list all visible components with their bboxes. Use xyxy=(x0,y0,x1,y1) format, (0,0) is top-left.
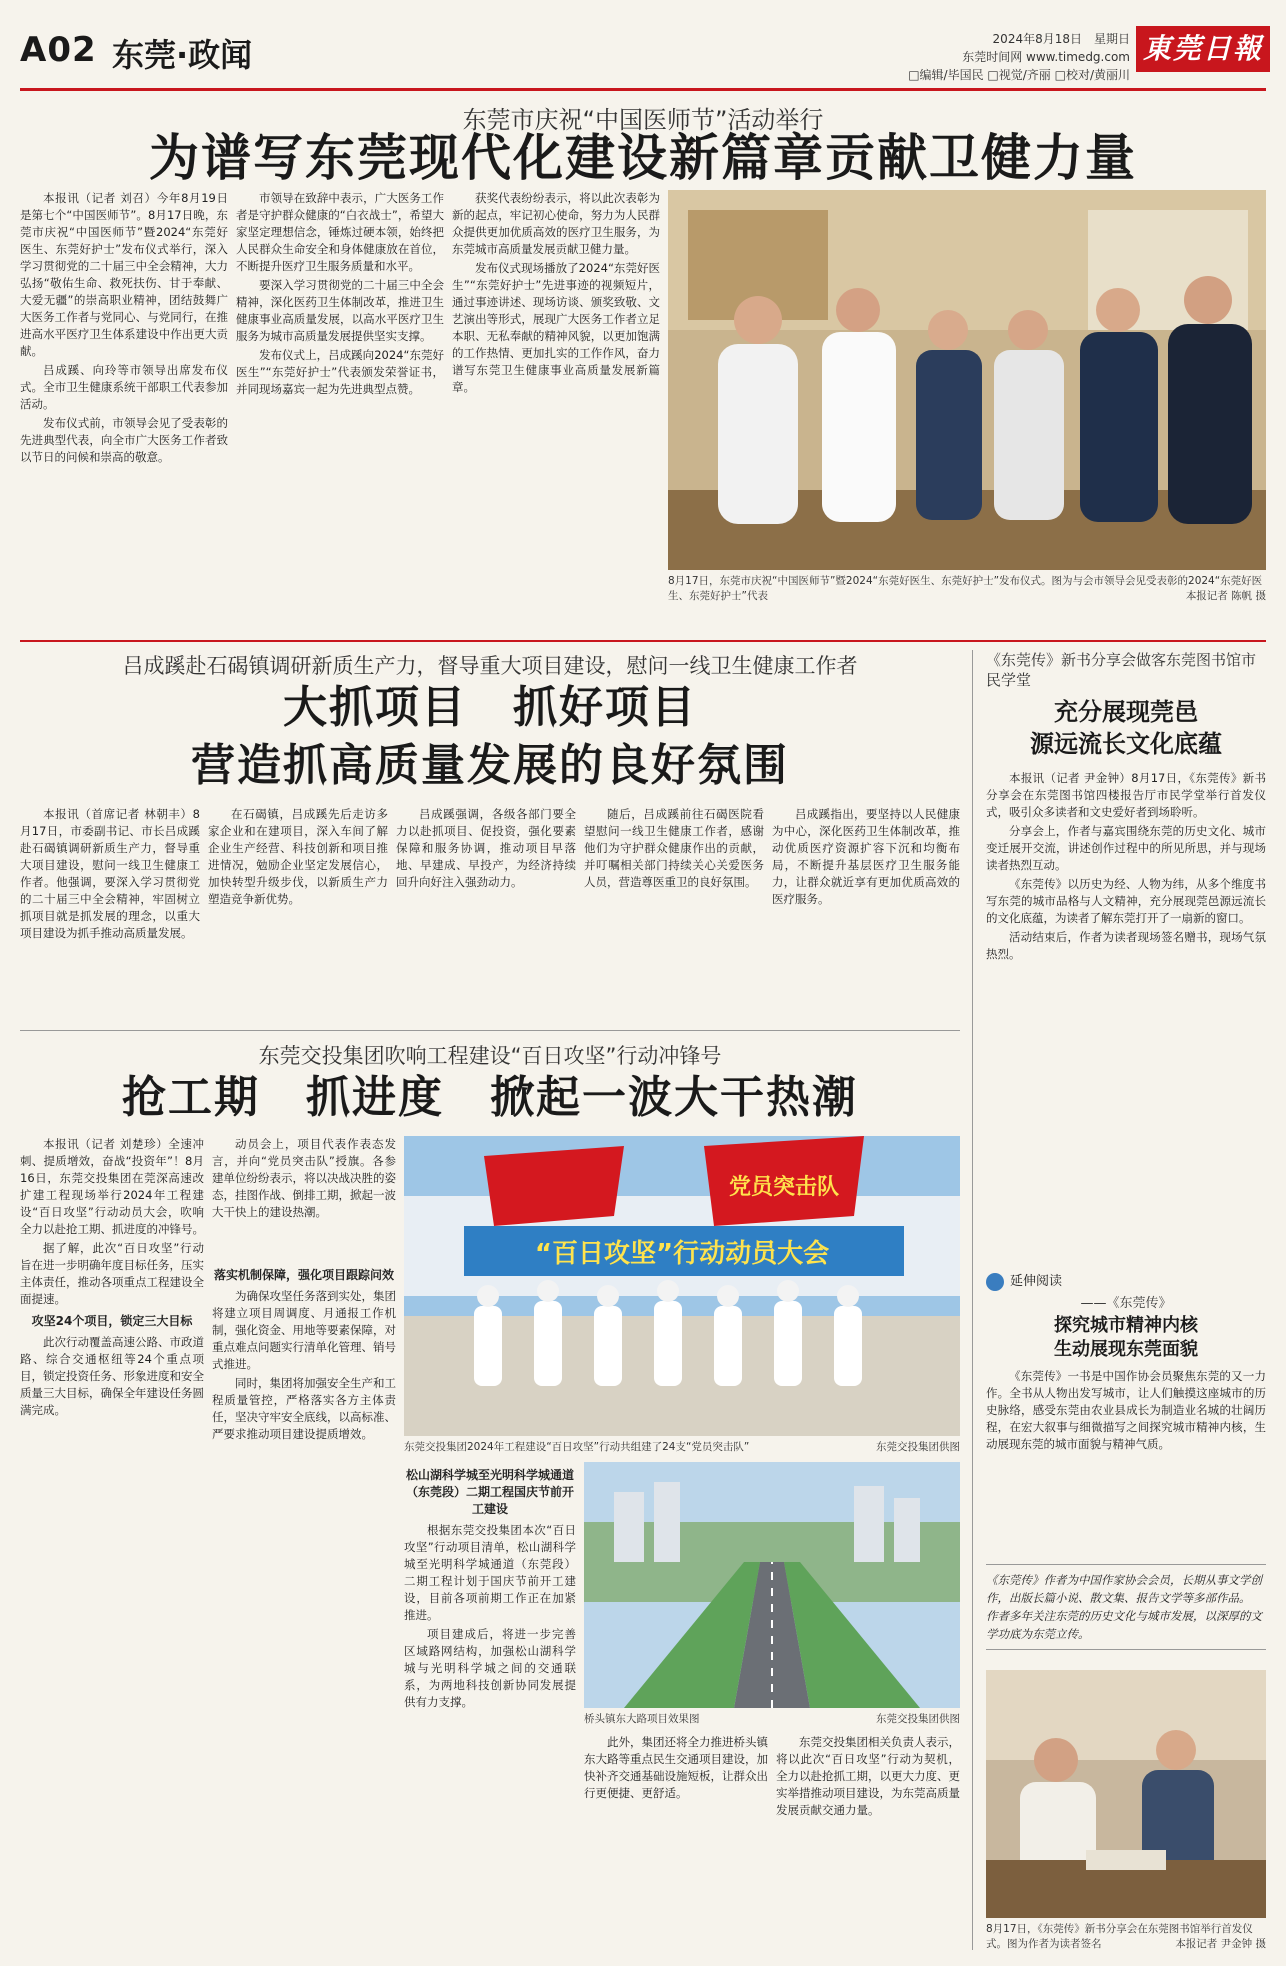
newspaper-logo: 東莞日報 xyxy=(1136,26,1270,72)
story3-col4-p1: 此外，集团还将全力推进桥头镇东大路等重点民生交通项目建设，加快补齐交通基础设施短板，让群众出行更便捷、更舒适。 xyxy=(584,1735,768,1800)
sidebar-kicker: 《东莞传》新书分享会做客东莞图书馆市民学堂 xyxy=(986,651,1257,689)
sidebar-p1: 本报讯（记者 尹金钟）8月17日，《东莞传》新书分享会在东莞图书馆四楼报告厅市民学堂举行首发仪式，吸引众多读者和文史爱好者到场聆听。 xyxy=(986,771,1266,819)
masthead-rule xyxy=(20,88,1266,91)
editor-credits: □编辑/毕国民 □视觉/齐丽 □校对/黄丽川 xyxy=(908,68,1130,82)
story2-column-4 xyxy=(584,806,764,1024)
masthead-info xyxy=(880,30,1130,66)
story3-column-1 xyxy=(20,1136,204,1956)
story1-col3-p2: 发布仪式现场播放了2024“东莞好医生”“东莞好护士”先进事迹的视频短片，通过事迹讲述、现场访谈、颁奖致敬、文艺演出等形式，展现广大医务工作者立足本职、无私奉献的精神风貌，以更加饱满的工作热情、更加扎实的工作作风，奋力谱写东莞卫生健康事业高质量发展新篇章。 xyxy=(452,261,660,394)
story2-col4-p1: 随后，吕成蹊前往石碣医院看望慰问一线卫生健康工作者，感谢他们为守护群众健康作出的贡献，并叮嘱相关部门持续关心关爱医务人员，营造尊医重卫的良好氛围。 xyxy=(584,807,764,889)
story2-column-1 xyxy=(20,806,200,1024)
story1-col1-p2: 吕成蹊、向玲等市领导出席发布仪式。全市卫生健康系统干部职工代表参加活动。 xyxy=(20,363,228,411)
story3-headline: 抢工期 抓进度 掀起一波大干热潮 xyxy=(122,1072,858,1123)
section-title: 东莞·政闻 xyxy=(112,36,253,74)
story3-subhead-3: 松山湖科学城至光明科学城通道（东莞段）二期工程国庆节前开工建设 xyxy=(405,1468,574,1516)
sidebar-photo-caption xyxy=(986,1922,1266,1952)
story1-col2-p3: 发布仪式上，吕成蹊向2024“东莞好医生”“东莞好护士”代表颁发荣誉证书，并同现场嘉宾一起为先进典型点赞。 xyxy=(236,348,444,396)
story3-column-4 xyxy=(584,1734,768,1956)
story1-column-3 xyxy=(452,190,660,520)
story3-photo-1 xyxy=(404,1136,960,1436)
sidebar-p2: 分享会上，作者与嘉宾围绕东莞的历史文化、城市变迁展开交流，讲述创作过程中的所见所思，并与现场读者热烈互动。 xyxy=(986,824,1266,872)
author-note xyxy=(986,1564,1266,1650)
story3-col3-p1: 根据东莞交投集团本次“百日攻坚”行动项目清单，松山湖科学城至光明科学城通道（东莞段）二期工程计划于国庆节前开工建设，目前各项前期工作正在加紧推进。 xyxy=(404,1523,576,1622)
story1-photo xyxy=(668,190,1266,570)
story3-photo1-caption-text: 东莞交投集团2024年工程建设“百日攻坚”行动共组建了24支“党员突击队” xyxy=(404,1441,750,1453)
story3-column-3 xyxy=(404,1462,576,1956)
story3-subhead-2: 落实机制保障，强化项目跟踪问效 xyxy=(213,1268,394,1282)
story1-caption-text: 8月17日，东莞市庆祝“中国医师节”暨2024“东莞好医生、东莞好护士”发布仪式。图为与会市领导会见受表彰的2024“东莞好医生、东莞好护士”代表 xyxy=(668,575,1263,602)
sidebar-headline-line2: 源远流长文化底蕴 xyxy=(1030,729,1222,758)
sidebar-photo xyxy=(986,1670,1266,1918)
story2-col2-p1: 在石碣镇，吕成蹊先后走访多家企业和在建项目，深入车间了解企业生产经营、科技创新和项目推进情况，勉励企业坚定发展信心，加快转型升级步伐，以新质生产力塑造竞争新优势。 xyxy=(208,807,388,906)
story1-column-1 xyxy=(20,190,228,520)
further-reading-label: 延伸阅读 xyxy=(1010,1274,1063,1289)
banner-text: “百日攻坚”行动动员大会 xyxy=(534,1239,830,1269)
story1-column-2 xyxy=(236,190,444,520)
story2-col1-p1: 本报讯（首席记者 林朝丰）8月17日，市委副书记、市长吕成蹊赴石碣镇调研新质生产力，督导重大项目建设，慰问一线卫生健康工作者。他强调，要深入学习贯彻党的二十届三中全会精神，牢固树立抓项目就是抓发展的理念，以重大项目建设为抓手推动高质量发展。 xyxy=(20,807,200,940)
story2-kicker: 吕成蹊赴石碣镇调研新质生产力，督导重大项目建设，慰问一线卫生健康工作者 xyxy=(122,654,858,678)
story3-photo-2 xyxy=(584,1462,960,1708)
story2-headline-line1: 大抓项目 抓好项目 xyxy=(283,682,697,733)
sidebar-divider xyxy=(972,650,973,1950)
sidebar-p3: 《东莞传》以历史为经、人物为纬，从多个维度书写东莞的城市品格与人文精神，充分展现莞邑源远流长的文化底蕴，为读者了解东莞打开了一扇新的窗口。 xyxy=(986,877,1266,925)
story1-headline: 为谱写东莞现代化建设新篇章贡献卫健力量 xyxy=(149,128,1137,187)
story3-column-2 xyxy=(212,1136,396,1256)
story2-column-5 xyxy=(772,806,960,1024)
author-note-p2: 作者多年关注东莞的历史文化与城市发展，以深厚的文学功底为东莞立传。 xyxy=(986,1609,1262,1641)
story1-col1-p3: 发布仪式前，市领导会见了受表彰的先进典型代表，向全市广大医务工作者致以节日的问候和崇高的敬意。 xyxy=(20,416,228,464)
sidebar-p4: 活动结束后，作者为读者现场签名赠书，现场气氛热烈。 xyxy=(986,930,1266,961)
story3-col1-p2: 据了解，此次“百日攻坚”行动旨在进一步明确年度目标任务，压实主体责任，推动各项重点工程建设全面提速。 xyxy=(20,1241,204,1306)
story3-col2-p1: 动员会上，项目代表作表态发言，并向“党员突击队”授旗。各参建单位纷纷表示，将以决战决胜的姿态，挂图作战、倒排工期，掀起一波大干快上的建设热潮。 xyxy=(212,1137,396,1219)
issue-date: 2024年8月18日 星期日 xyxy=(992,32,1130,46)
site-link[interactable]: 东莞时间网 www.timedg.com xyxy=(962,50,1130,64)
page-code: A02 xyxy=(20,30,97,70)
story3-col1b-p1: 此次行动覆盖高速公路、市政道路、综合交通枢纽等24个重点项目，锁定投资任务、形象进度和安全质量三大目标，确保全年建设任务圆满完成。 xyxy=(20,1335,204,1417)
sidebar-photo-credit: 本报记者 尹金钟 摄 xyxy=(1175,1938,1266,1950)
sidebar-subheadline-line1: 探究城市精神内核 xyxy=(1054,1315,1198,1336)
sidebar-body xyxy=(986,770,1266,1262)
story1-col1-p1: 本报讯（记者 刘召）今年8月19日是第七个“中国医师节”。8月17日晚，东莞市庆祝“中国医师节”暨2024“东莞好医生、东莞好护士”发布仪式举行，深入学习贯彻党的二十届三中全会精神，大力弘扬“敬佑生命、救死扶伤、甘于奉献、大爱无疆”的崇高职业精神，团结鼓舞广大医务工作者与党同心、与党同行，在推进高水平医疗卫生体系建设中作出更大贡献。 xyxy=(20,191,228,358)
author-note-p1: 《东莞传》作者为中国作家协会会员，长期从事文学创作，出版长篇小说、散文集、报告文学等多部作品。 xyxy=(986,1573,1262,1605)
story3-photo2-caption-text: 桥头镇东大路项目效果图 xyxy=(584,1713,700,1725)
story2-col5-p1: 吕成蹊指出，要坚持以人民健康为中心，深化医药卫生体制改革，推动优质医疗资源扩容下沉和均衡布局，不断提升基层医疗卫生服务能力，让群众就近享有更加优质高效的医疗服务。 xyxy=(772,807,960,906)
story1-col2-p1: 市领导在致辞中表示，广大医务工作者是守护群众健康的“白衣战士”，希望大家坚定理想信念，锤炼过硬本领，始终把人民群众生命安全和身体健康放在首位，不断提升医疗卫生服务质量和水平。 xyxy=(236,191,444,273)
story3-column-5 xyxy=(776,1734,960,1956)
story3-photo1-caption xyxy=(404,1440,960,1455)
story3-col3-p2: 项目建成后，将进一步完善区域路网结构，加强松山湖科学城与光明科学城之间的交通联系，为两地科技创新协同发展提供有力支撑。 xyxy=(404,1627,576,1709)
story1-col3-p1: 获奖代表纷纷表示，将以此次表彰为新的起点，牢记初心使命，努力为人民群众提供更加优质高效的医疗卫生服务，为东莞城市高质量发展贡献卫健力量。 xyxy=(452,191,660,256)
sidebar-subbody xyxy=(986,1368,1266,1558)
story2-column-2 xyxy=(208,806,388,1024)
story2-divider xyxy=(20,1030,960,1031)
sidebar-photo-caption-text: 8月17日，《东莞传》新书分享会在东莞图书馆举行首发仪式。图为作者为读者签名 xyxy=(986,1923,1253,1950)
story3-kicker: 东莞交投集团吹响工程建设“百日攻坚”行动冲锋号 xyxy=(258,1044,722,1068)
story1-kicker: 东莞市庆祝“中国医师节”活动举行 xyxy=(462,106,824,134)
flag-text: 党员突击队 xyxy=(728,1175,840,1200)
story3-photo1-credit: 东莞交投集团供图 xyxy=(876,1441,960,1453)
story3-photo2-caption xyxy=(584,1712,960,1727)
story2-col3-p1: 吕成蹊强调，各级各部门要全力以赴抓项目、促投资，强化要素保障和服务协调，推动项目早落地、早建成、早投产，为经济持续回升向好注入强劲动力。 xyxy=(396,807,576,889)
story2-column-3 xyxy=(396,806,576,1024)
sidebar-subheadline-line2: 生动展现东莞面貌 xyxy=(1054,1339,1198,1360)
sidebar-subkicker: ——《东莞传》 xyxy=(1080,1296,1172,1311)
section-divider xyxy=(20,640,1266,642)
story3-col1-p1: 本报讯（记者 刘楚珍）全速冲刺、提质增效，奋战“投资年”！8月16日，东莞交投集团在莞深高速改扩建工程现场举行2024年工程建设“百日攻坚”行动动员大会，吹响全力以赴抢工期、抓进度的冲锋号。 xyxy=(20,1137,204,1236)
story3-col5-p1: 东莞交投集团相关负责人表示，将以此次“百日攻坚”行动为契机，全力以赴抢抓工期，以更大力度、更实举措推动项目建设，为东莞高质量发展贡献交通力量。 xyxy=(776,1735,960,1817)
sidebar-headline-line1: 充分展现莞邑 xyxy=(1054,697,1198,726)
masthead xyxy=(0,0,1286,94)
story3-subhead-1: 攻坚24个项目，锁定三大目标 xyxy=(31,1314,193,1328)
reading-dot-icon xyxy=(986,1273,1004,1291)
story1-col2-p2: 要深入学习贯彻党的二十届三中全会精神，深化医药卫生体制改革，推进卫生健康事业高质量发展，以高水平医疗卫生服务为城市高质量发展提供坚实支撑。 xyxy=(236,278,444,343)
further-reading-tag xyxy=(986,1270,1266,1291)
story3-col2b-p1: 为确保攻坚任务落到实处，集团将建立项目周调度、月通报工作机制，强化资金、用地等要素保障，对重点难点问题实行清单化管理、销号式推进。 xyxy=(212,1289,396,1371)
sidebar-sub-p1: 《东莞传》一书是中国作协会员聚焦东莞的又一力作。全书从人物出发写城市，让人们触摸这座城市的历史脉络，感受东莞由农业县成长为制造业名城的壮阔历程，在宏大叙事与细微描写之间探究城市精神内核，生动展现东莞的城市面貌与精神气质。 xyxy=(986,1369,1266,1451)
story3-column-2b xyxy=(212,1262,396,1956)
story3-photo2-credit: 东莞交投集团供图 xyxy=(876,1713,960,1725)
story2-headline-line2: 营造抓高质量发展的良好氛围 xyxy=(191,740,789,791)
story1-caption xyxy=(668,574,1266,604)
story1-photo-credit: 本报记者 陈帆 摄 xyxy=(1185,590,1266,602)
story3-col2b-p2: 同时，集团将加强安全生产和工程质量管控，严格落实各方主体责任，坚决守牢安全底线，以高标准、严要求推动项目建设提质增效。 xyxy=(212,1376,396,1441)
